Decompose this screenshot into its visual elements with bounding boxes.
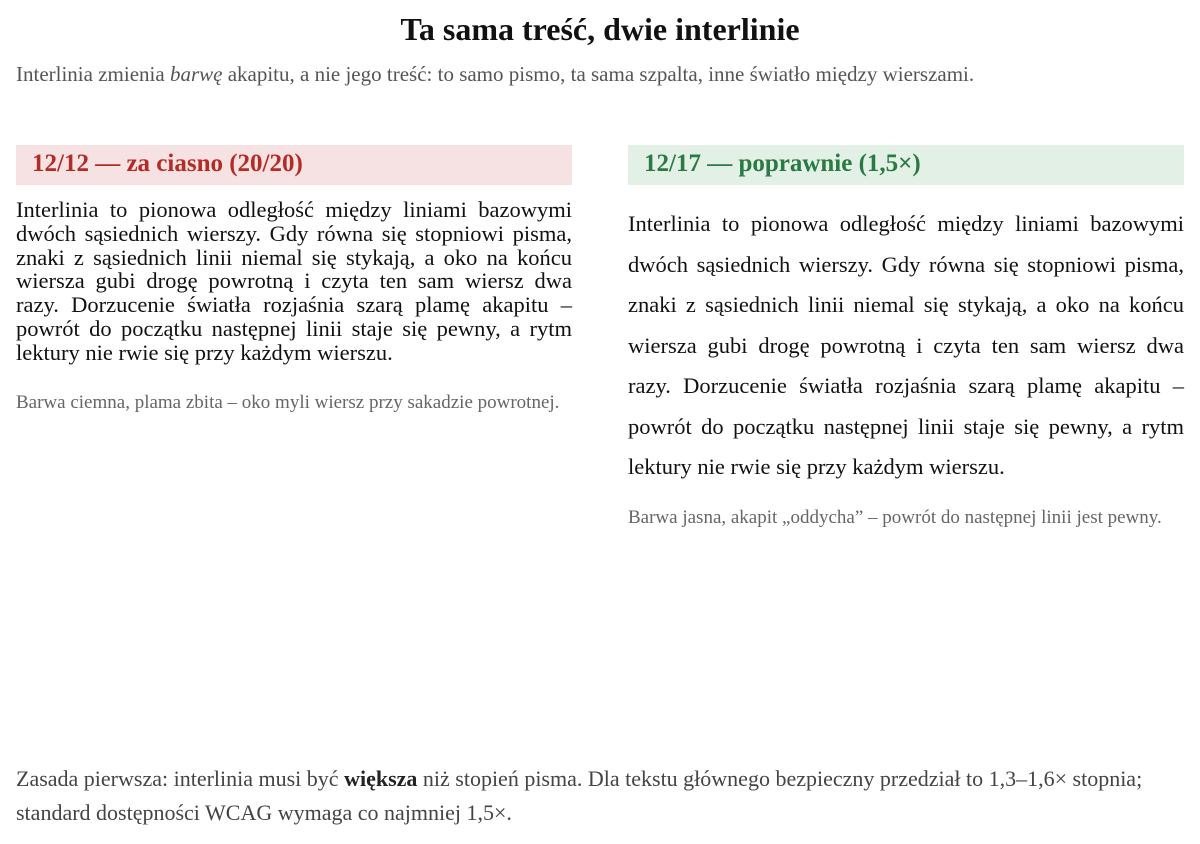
page-subtitle [16,59,1186,89]
page-title: Ta sama treść, dwie interlinie [400,11,800,47]
subtitle-text-start: Interlinia zmienia [16,62,170,86]
rule-text-end: niż stopień pisma. Dla tekstu głównego bezpieczny przedział to 1,3–1,6× stopnia; standard dostępności WCAG wymaga co najmniej 1,5×. [16,766,1143,825]
correct-leading-note: Barwa jasna, akapit „oddycha” – powrót do następnej linii jest pewny. [628,506,1162,528]
correct-leading-column [628,145,1184,534]
correct-leading-paragraph: Interlinia to pionowa odległość między liniami bazowymi dwóch sąsiednich wierszy. Gdy równa się stopniowi pisma, znaki z sąsiednich linii niemal się stykają, a oko na końcu wiersza gubi drogę powrotną i czyta ten sam wiersz dwa razy. Dorzucenie światła rozjaśnia szarą plamę akapitu – powrót do początku następnej linii staje się pewny, a rytm lektury nie rwie się przy każdym wierszu. [628,211,1184,479]
correct-leading-header: 12/17 — poprawnie (1,5×) [628,145,1184,185]
tight-leading-header: 12/12 — za ciasno (20/20) [16,145,572,185]
subtitle-emphasis: barwę [169,62,223,86]
rule-text-start: Zasada pierwsza: interlinia musi być [16,766,345,791]
tight-leading-paragraph: Interlinia to pionowa odległość między liniami bazowymi dwóch sąsiednich wierszy. Gdy równa się stopniowi pisma, znaki z sąsiednich linii niemal się stykają, a oko na końcu wiersza gubi drogę powrotną i czyta ten sam wiersz dwa razy. Dorzucenie światła rozjaśnia szarą plamę akapitu – powrót do początku następnej linii staje się pewny, a rytm lektury nie rwie się przy każdym wierszu. [16,197,572,365]
tight-leading-note: Barwa ciemna, plama zbita – oko myli wiersz przy sakadzie powrotnej. [16,391,560,413]
leading-rule-footer [16,762,1186,830]
rule-emphasis: większa [344,766,418,791]
tight-leading-column [16,145,572,420]
subtitle-text-end: akapitu, a nie jego treść: to samo pismo, ta sama szpalta, inne światło między wierszami. [222,62,975,86]
